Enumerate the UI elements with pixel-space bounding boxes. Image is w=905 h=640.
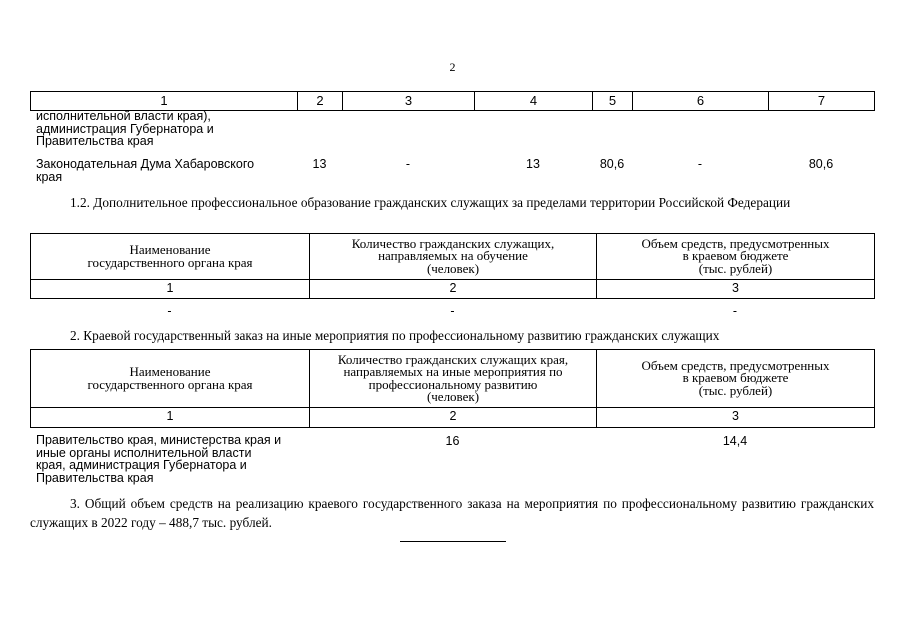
table1-col-1: 1: [31, 92, 298, 111]
table1-col-7: 7: [769, 92, 875, 111]
text-line: Законодательная Дума Хабаровского: [36, 157, 255, 171]
table3: [30, 349, 875, 428]
text-line: Правительства края: [36, 470, 154, 485]
text-line: Правительства края: [36, 134, 154, 148]
table2-col-2: 2: [310, 280, 597, 299]
text-line: Объем средств, предусмотренных: [641, 357, 830, 373]
table3-row-name: [36, 434, 281, 484]
table1-col-3: 3: [343, 92, 475, 111]
text-line: Наименование: [129, 364, 211, 379]
table1-continued-name: [36, 110, 214, 148]
text-line: Количество гражданских служащих,: [351, 235, 555, 251]
text-line: администрация Губернатора и: [36, 121, 214, 136]
table2-row: [30, 304, 874, 318]
table1-col-6: 6: [633, 92, 769, 111]
table1-row-value-5: 80,6: [599, 157, 625, 171]
table1-row-value-2: 13: [312, 157, 327, 171]
table1-col-5: 5: [593, 92, 633, 111]
table1-row-value-4: 13: [526, 157, 540, 171]
table1-row-value-7: 80,6: [808, 157, 834, 171]
text-line: Объем средств, предусмотренных: [641, 235, 830, 251]
table1-row-value-3: -: [405, 157, 411, 171]
table1-col-2: 2: [298, 92, 343, 111]
text-line: Количество гражданских служащих края,: [337, 351, 569, 367]
table2-col-3: 3: [597, 280, 875, 299]
table2-header-count: [310, 234, 597, 280]
table3-col-2: 2: [310, 408, 597, 428]
table2-col-1: 1: [31, 280, 310, 299]
text-line: края, администрация Губернатора и: [36, 458, 247, 472]
table3-header-funds: [597, 350, 875, 408]
table3-header-count: [310, 350, 597, 408]
table2-row-value-2: -: [450, 304, 455, 318]
table2-header-funds: [597, 234, 875, 280]
text-line: (тыс. рублей): [698, 260, 773, 276]
table2-row-value-3: -: [732, 304, 738, 318]
section-2-paragraph: 2. Краевой государственный заказ на иные мероприятия по профессиональному развитию гражданских служащих: [70, 328, 720, 343]
text-line: (человек): [426, 260, 480, 276]
section-1-2-paragraph: 1.2. Дополнительное профессиональное образование гражданских служащих за пределами территории Российской Федерации: [70, 195, 791, 210]
end-separator-line: [400, 541, 506, 542]
text-line: края: [36, 169, 63, 184]
text-line: направляемых на обучение: [378, 248, 528, 264]
text-line: государственного органа края: [87, 376, 253, 392]
text-line: Наименование: [129, 242, 211, 257]
table3-row-value-count: 16: [445, 434, 460, 448]
table3-header-name: [31, 350, 310, 408]
table1-column-numbers: [30, 91, 875, 111]
table3-col-1: 1: [31, 408, 310, 428]
table1-row-name: [36, 158, 254, 183]
text-line: в краевом бюджете: [682, 248, 789, 264]
table2-header-name: [31, 234, 310, 280]
text-line: (человек): [426, 389, 480, 404]
text-line: государственного органа края: [87, 254, 253, 270]
table3-col-3: 3: [597, 408, 875, 428]
table1-col-4: 4: [475, 92, 593, 111]
table1-row-value-6: -: [697, 157, 703, 171]
text-line: в краевом бюджете: [682, 370, 789, 386]
table3-row-value-funds: 14,4: [722, 434, 748, 448]
text-line: исполнительной власти края),: [36, 109, 211, 123]
table2: [30, 233, 875, 299]
text-line: Правительство края, министерства края и: [36, 433, 282, 447]
table2-row-value-1: -: [167, 304, 172, 318]
text-line: профессиональному развитию: [368, 376, 538, 392]
text-line: иные органы исполнительной власти: [36, 445, 252, 460]
section-3-paragraph: 3. Общий объем средств на реализацию краевого государственного заказа на мероприятия по профессиональному развитию гражданских служащих в 2022 году – 488,7 тыс. рублей.: [30, 496, 874, 530]
text-line: (тыс. рублей): [698, 382, 773, 398]
page-number: 2: [449, 60, 456, 74]
text-line: направляемых на иные мероприятия по: [343, 364, 563, 379]
